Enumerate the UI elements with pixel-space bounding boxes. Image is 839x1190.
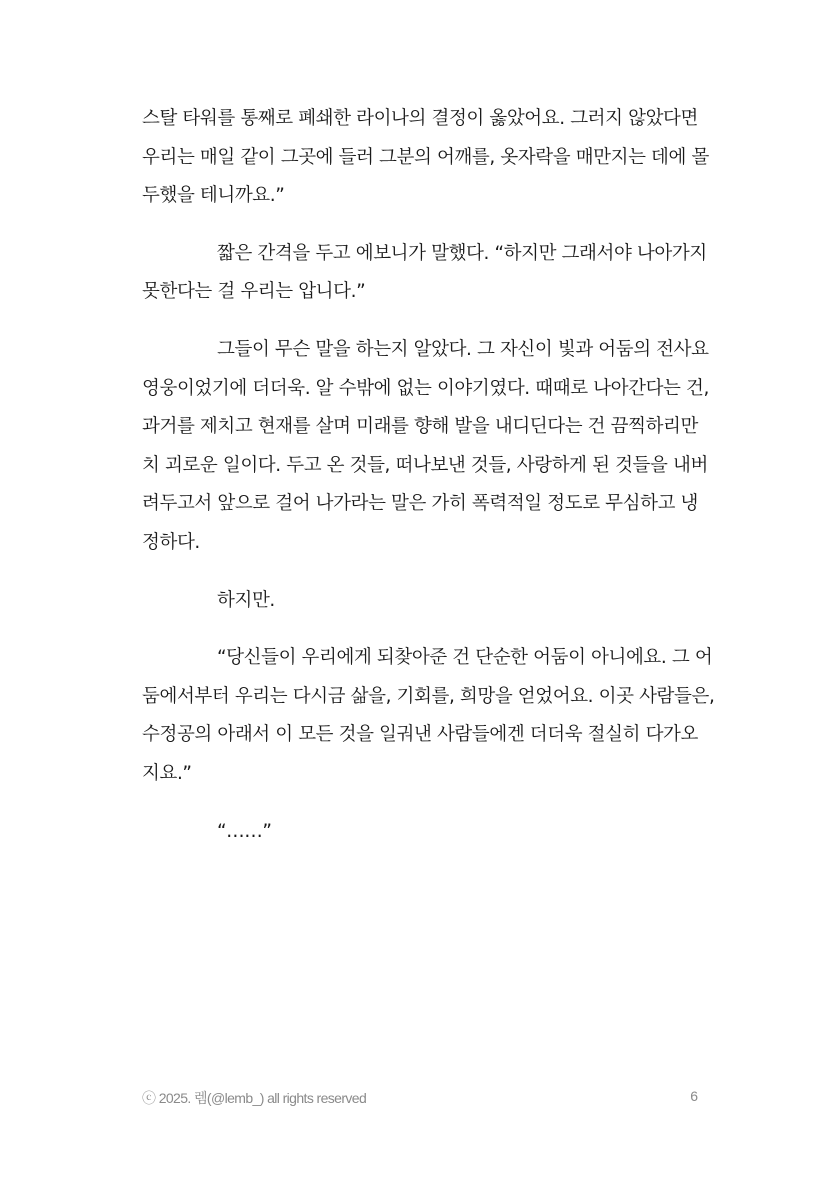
text-line: 려두고서 앞으로 걸어 나가라는 말은 가히 폭력적일 정도로 무심하고 냉	[142, 493, 698, 515]
paragraph-6	[142, 813, 698, 852]
paragraph-3	[142, 331, 709, 563]
paragraph-1	[142, 100, 709, 216]
text-line: 스탈 타워를 통째로 폐쇄한 라이나의 결정이 옳았어요. 그러지 않았다면	[142, 108, 698, 129]
text-line: 치 괴로운 일이다. 두고 온 것들, 떠나보낸 것들, 사랑하게 된 것들을 내버	[142, 454, 708, 476]
text-line: 수정공의 아래서 이 모든 것을 일궈낸 사람들에겐 더더욱 절실히 다가오	[142, 724, 698, 746]
text-line: 하지만.	[217, 589, 275, 611]
page-number: 6	[690, 1088, 698, 1104]
text-line: 과거를 제치고 현재를 살며 미래를 향해 발을 내디딘다는 건 끔찍하리만	[142, 416, 698, 438]
text-line: 정하다.	[142, 531, 200, 553]
text-line: 그들이 무슨 말을 하는지 알았다. 그 자신이 빛과 어둠의 전사요	[217, 338, 709, 360]
paragraph-2	[142, 235, 707, 312]
text-line: 짧은 간격을 두고 에보니가 말했다. “하지만 그래서야 나아가지	[217, 242, 707, 264]
text-line: 영웅이었기에 더더욱. 알 수밖에 없는 이야기였다. 때때로 나아간다는 건,	[142, 377, 709, 399]
text-line: 둠에서부터 우리는 다시금 삶을, 기회를, 희망을 얻었어요. 이곳 사람들은,	[142, 685, 715, 707]
text-line: 두했을 테니까요.”	[142, 185, 285, 207]
page-body	[142, 100, 715, 870]
text-line: 못한다는 걸 우리는 압니다.”	[142, 281, 366, 303]
text-line: “당신들이 우리에게 되찾아준 건 단순한 어둠이 아니에요. 그 어	[217, 647, 713, 669]
text-line: “……”	[217, 820, 272, 842]
text-line: 우리는 매일 같이 그곳에 들러 그분의 어깨를, 옷자락을 매만지는 데에 몰	[142, 146, 709, 168]
paragraph-5	[142, 639, 715, 793]
paragraph-4	[142, 582, 698, 621]
text-line: 지요.”	[142, 762, 192, 784]
copyright-notice: ⓒ 2025. 렘(@lemb_) all rights reserved	[142, 1090, 367, 1106]
